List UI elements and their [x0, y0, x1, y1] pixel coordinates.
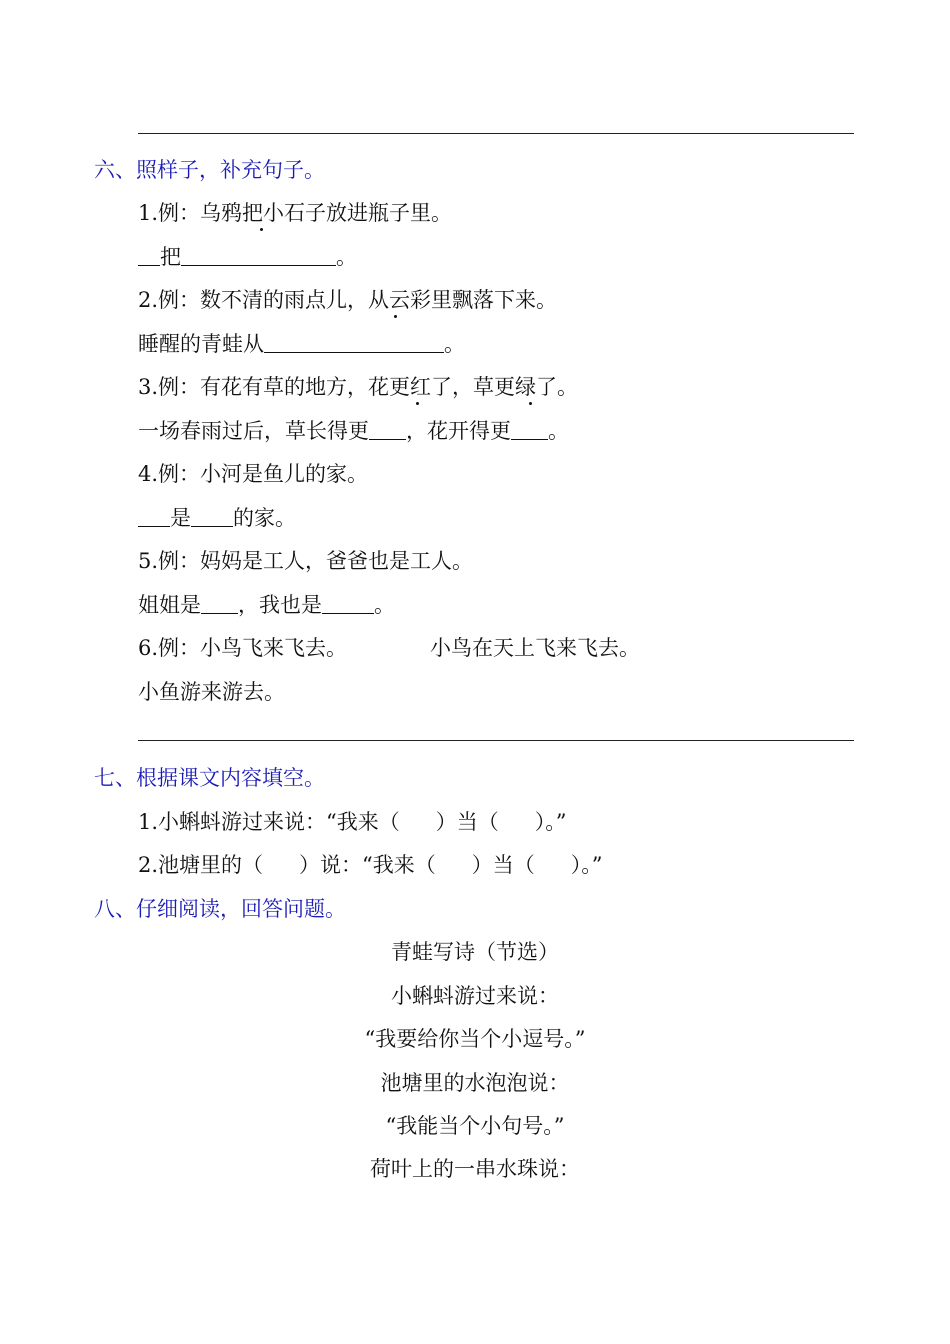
section-8-title: 八、仔细阅读，回答问题。: [94, 897, 346, 921]
answer-line: [138, 133, 854, 134]
section-6-title: 六、照样子，补充句子。: [94, 158, 325, 182]
fill-blank[interactable]: [511, 419, 548, 440]
q6-example-expanded: 小鸟在天上飞来飞去。: [430, 636, 640, 660]
q3-example: 3.例：有花有草的地方，花更红了，草更绿了。: [138, 375, 579, 399]
q1-example: 1.例：乌鸦把小石子放进瓶子里。: [138, 201, 453, 225]
fill-blank[interactable]: [369, 419, 406, 440]
q6-prompt: 小鱼游来游去。: [138, 680, 285, 704]
q2-example: 2.例：数不清的雨点儿，从云彩里飘落下来。: [138, 288, 558, 312]
emphasis-dot: [260, 228, 263, 231]
fill-blank[interactable]: [322, 593, 374, 614]
q5-answer: 姐姐是 ，我也是 。: [138, 593, 395, 617]
q4-example: 4.例：小河是鱼儿的家。: [138, 462, 369, 486]
s7-q1: 1.小蝌蚪游过来说：“我来（ ）当（ ）。”: [138, 810, 567, 834]
answer-line[interactable]: [138, 740, 854, 741]
q3-answer: 一场春雨过后，草长得更 ，花开得更 。: [138, 419, 569, 443]
q1-answer: 把 。: [138, 245, 357, 269]
q2-answer: 睡醒的青蛙从 。: [138, 332, 465, 356]
fill-blank[interactable]: [138, 506, 170, 527]
section-7-title: 七、根据课文内容填空。: [94, 766, 325, 790]
emphasis-dot: [529, 402, 532, 405]
emphasis-dot: [416, 402, 419, 405]
poem-line: 荷叶上的一串水珠说：: [370, 1157, 580, 1181]
emphasis-dot: [394, 315, 397, 318]
q4-answer: 是 的家。: [138, 506, 296, 530]
fill-blank[interactable]: [138, 245, 160, 266]
poem-line: “我要给你当个小逗号。”: [364, 1027, 586, 1051]
fill-blank[interactable]: [181, 245, 336, 266]
poem-line: 池塘里的水泡泡说：: [380, 1071, 570, 1095]
fill-blank[interactable]: [201, 593, 238, 614]
s7-q2: 2.池塘里的（ ）说：“我来（ ）当（ ）。”: [138, 853, 603, 877]
q5-example: 5.例：妈妈是工人，爸爸也是工人。: [138, 549, 474, 573]
fill-blank[interactable]: [264, 332, 444, 353]
q6-example: 6.例：小鸟飞来飞去。: [138, 636, 348, 660]
poem-line: “我能当个小句号。”: [385, 1114, 565, 1138]
poem-line: 小蝌蚪游过来说：: [391, 984, 559, 1008]
fill-blank[interactable]: [191, 506, 233, 527]
poem-title: 青蛙写诗（节选）: [391, 940, 559, 964]
